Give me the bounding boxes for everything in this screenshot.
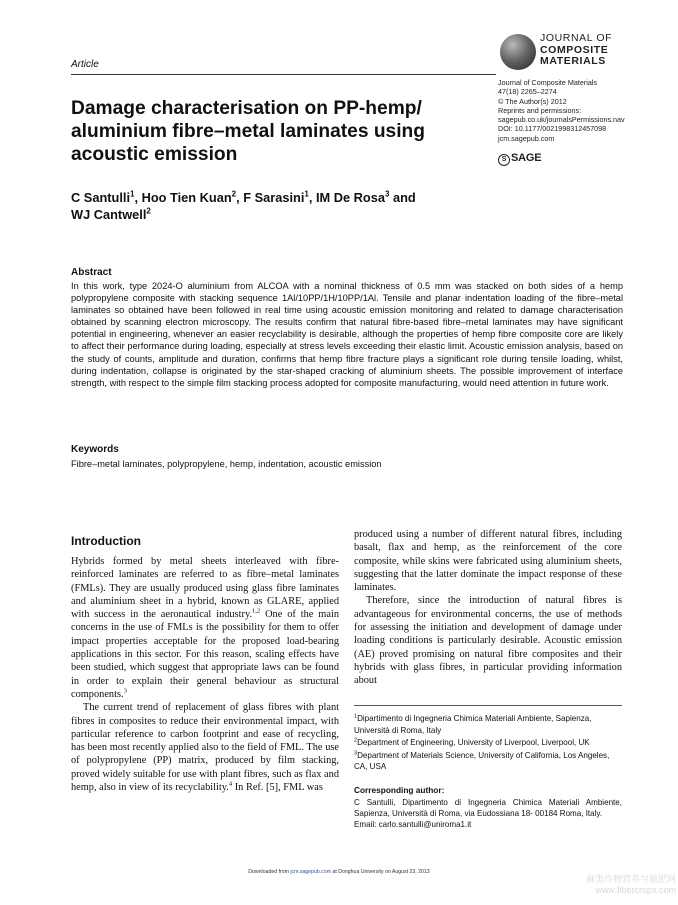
introduction-heading: Introduction <box>71 534 141 548</box>
author-affiliation-mark: 1 <box>130 189 135 199</box>
affiliations <box>354 713 622 774</box>
logo-line-3: MATERIALS <box>540 55 606 67</box>
corresponding-author-heading: Corresponding author: <box>354 785 445 795</box>
meta-doi[interactable]: DOI: 10.1177/0021998312457098 <box>498 124 607 134</box>
journal-meta <box>498 78 668 143</box>
body-paragraph <box>71 555 339 701</box>
journal-logo-text <box>540 33 612 68</box>
affiliation-mark: 2 <box>354 737 358 744</box>
keywords-heading: Keywords <box>71 444 119 455</box>
affiliation-text: Department of Materials Science, University of California, Los Angeles, CA, USA <box>354 750 610 771</box>
meta-copyright: © The Author(s) 2012 <box>498 96 567 106</box>
footnote-rule <box>354 705 622 706</box>
meta-volume: 47(18) 2265–2274 <box>498 87 557 97</box>
affiliation-item <box>354 713 622 736</box>
body-text: Hybrids formed by metal sheets interleaved with fibre-reinforced laminates are referred to as fibre–metal laminates (FMLs). They are usually produced using glass fibre laminates and aluminium sheet in a hybrid, known as GLARE, applied with success in the aeronautical industry. <box>71 556 339 621</box>
author-conjunction: and <box>392 190 416 205</box>
site-watermark <box>540 874 676 896</box>
affiliation-item <box>354 737 622 749</box>
globe-icon <box>500 34 536 70</box>
logo-line-2: COMPOSITE <box>540 43 609 56</box>
author-name: IM De Rosa <box>315 190 385 205</box>
download-notice-suffix: at Donghua University on August 23, 2013 <box>331 869 430 875</box>
header-rule <box>71 74 496 75</box>
corresponding-author-address: C Santulli, Dipartimento di Ingegneria Chimica Materiali Ambiente, Sapienza, Università di Roma, via Eudossiana 18- 00184 Roma, Italy. <box>354 798 622 819</box>
citation-ref[interactable]: 4 <box>228 780 233 788</box>
affiliation-item <box>354 750 622 773</box>
author-name: Hoo Tien Kuan <box>141 190 232 205</box>
affiliation-mark: 3 <box>354 749 358 756</box>
sage-mark-icon: S <box>498 154 510 166</box>
body-paragraph <box>71 701 339 794</box>
body-text: One of the main concerns in the use of FMLs is the possibility for them to offer impact properties acceptable for the proposed load-bearing applications in this sector. For this reason, scaling effects have been studied, which suggest that appropriate laws can be found in order to explain their general behaviour as structural components. <box>71 609 339 700</box>
corresponding-author-email[interactable]: Email: carlo.santulli@uniroma1.it <box>354 820 472 830</box>
body-column-left <box>71 555 339 794</box>
download-notice-prefix: Downloaded from <box>248 869 291 875</box>
meta-permissions-link[interactable]: sagepub.co.uk/journalsPermissions.nav <box>498 115 625 125</box>
body-text: In Ref. [5], FML was <box>232 782 323 794</box>
body-paragraph: produced using a number of different natural fibres, including basalt, flax and hemp, as the reinforcement of the core composite, while skins were fabricated using aluminium sheets, suggesting that the latter dominate the impact response of these laminates. <box>354 529 622 594</box>
sage-logo <box>498 152 541 166</box>
citation-ref[interactable]: 1,2 <box>252 607 261 615</box>
author-affiliation-mark: 2 <box>146 206 151 216</box>
affiliation-text: Dipartimento di Ingegneria Chimica Materiali Ambiente, Sapienza, Università di Roma, Italy <box>354 714 592 735</box>
body-column-right <box>354 528 622 688</box>
affiliation-text: Department of Engineering, University of Liverpool, Liverpool, UK <box>357 738 590 747</box>
author-name: WJ Cantwell <box>71 207 147 222</box>
author-affiliation-mark: 1 <box>304 189 309 199</box>
abstract-text: In this work, type 2024-O aluminium from ALCOA with a nominal thickness of 0.5 mm was stacked on both sides of a hemp polypropylene composite with stacking sequence 1Al/10PP/1H/10PP/1Al. Tensile and planar indentation loading of the fibre–metal laminates so obtained have been followed in real time using acoustic emission monitoring and related to damage characterisation obtained by scanning electron microscopy. The results confirm that natural fibre-based fibre–metal laminates may have significant potential in engineering, whenever an easier recyclability is desirable, although the properties of hemp fibre composite core are likely to affect their performance during loading, especially at stress levels exceeding their elastic limit. Acoustic emission analysis, based on the study of counts, amplitude and duration, confirms that hemp fibre fracture plays a significant role during tensile loading, whilst, during indentation, collapse is originated by the star-shaped cracking of aluminium sheets. The possible improvement of interface strength, with respect to the simple film stacking process adopted for composite manufacturing, would need attention in future work. <box>71 281 623 388</box>
meta-journal-name: Journal of Composite Materials <box>498 78 598 87</box>
affiliation-mark: 1 <box>354 713 358 720</box>
keywords-text: Fibre–metal laminates, polypropylene, hemp, indentation, acoustic emission <box>71 459 382 469</box>
article-type-label: Article <box>71 59 99 70</box>
paper-title: Damage characterisation on PP-hemp/ aluminium fibre–metal laminates using acoustic emission <box>71 98 425 165</box>
citation-ref[interactable]: 3 <box>123 687 127 695</box>
abstract-heading: Abstract <box>71 267 112 278</box>
logo-line-1: JOURNAL OF <box>540 32 613 44</box>
journal-logo <box>500 33 650 73</box>
author-list: C Santulli$^1$, Hoo Tien Kuan$^2$, F Sarasini$^1$, IM De Rosa$^3$ and WJ Cantwell$^2$ <box>71 189 416 222</box>
watermark-line-2: www.fibercrops.com <box>595 885 676 895</box>
meta-journal-url[interactable]: jcm.sagepub.com <box>498 133 555 143</box>
author-affiliation-mark: 2 <box>231 189 237 199</box>
body-text: The current trend of replacement of glass fibres with plant fibres in composites to reduce their environmental impact, with particular reference to carbon footprint and ease of recycling, has been most recently applied also to the field of FML. The use of polypropylene (PP) matrix, produced by film stacking, proved widely suitable for use with plant fibres, such as flax and hemp, also in view of its recyclability. <box>71 702 339 794</box>
body-paragraph: Therefore, since the introduction of natural fibres is advantageous for environmental concerns, the use of methods for assessing the initiation and development of damage under loading conditions is particularly desirable. Acoustic emission (AE) proved promising on natural fibre composites and their hybrids with glass fibres, in particular providing information about <box>354 595 622 687</box>
meta-reprints: Reprints and permissions: <box>498 105 582 115</box>
author-name: F Sarasini <box>243 190 305 205</box>
corresponding-author-details <box>354 797 622 830</box>
author-name: C Santulli <box>71 190 131 205</box>
download-source-link[interactable]: jcm.sagepub.com <box>290 869 332 875</box>
watermark-line-1: 麻类作物营养与施肥网 <box>585 874 676 884</box>
sage-wordmark: SAGE <box>511 152 542 164</box>
author-affiliation-mark: 3 <box>384 189 390 199</box>
